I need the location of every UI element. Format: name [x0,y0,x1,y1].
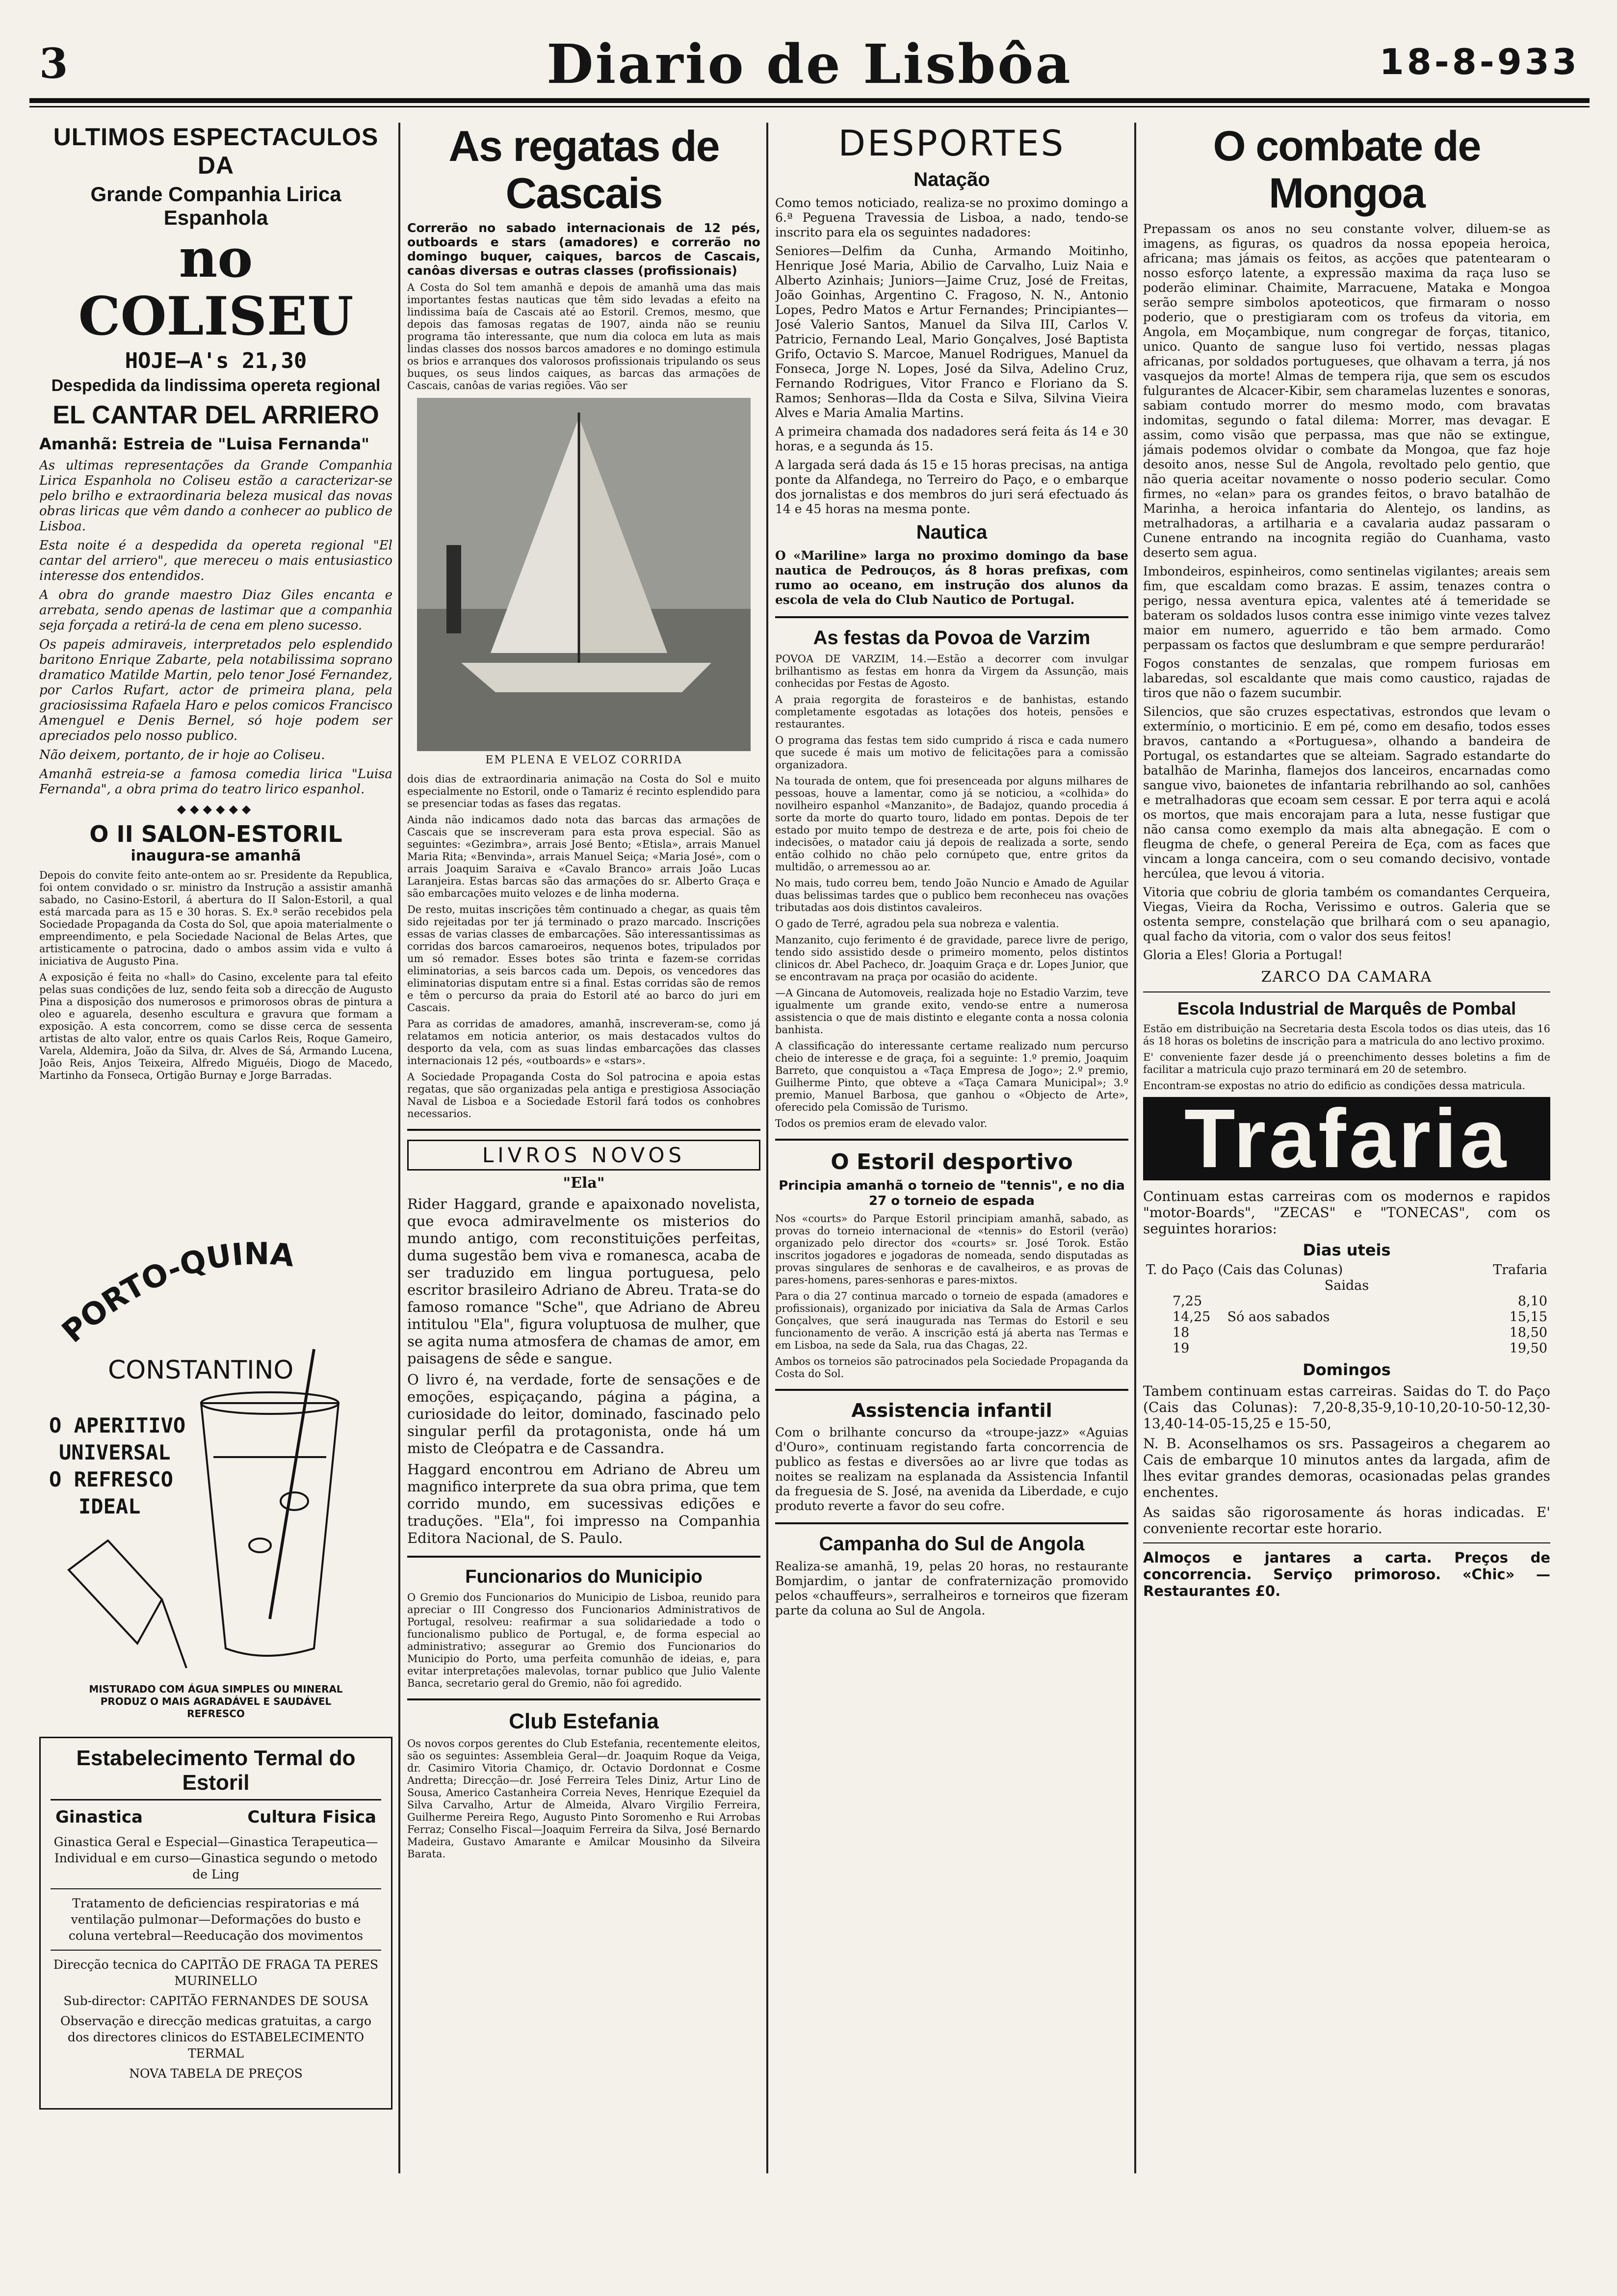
column-4 [1143,123,1550,2168]
paragraph: A exposição é feita no «hall» do Casino, excelente para tal efeito pelas suas condições de luz, sendo feita sob a direcção de Augusto Pina a disposição dos numerosos e primorosos obras de pintura a oleo e aguarela, desenho escultura e gravura que formam a exposição. A esta concorrem, como se disse cerca de sessenta artistas de alto valor, entre os quais Carlos Reis, Roque Gameiro, Varela, Aldemira, João da Silva, dr. Alves de Sá, Armando Lucena, João Reis, Anjos Teixeira, Alfredo Miguéis, Diogo de Macedo, Martinho da Fonseca, Ortigão Burnay e Jorge Barradas. [39,971,392,1081]
livros-book: "Ela" [563,1174,605,1192]
domingos-heading: Domingos [1303,1360,1391,1379]
regatas-title: As regatas de Cascais [448,123,719,217]
estoril-article [775,1213,1128,1380]
livros-title: LIVROS NOVOS [407,1140,760,1171]
table-cell: 15,15 [1509,1309,1547,1325]
desportes-title: DESPORTES [838,123,1066,164]
photo-caption: EM PLENA E VELOZ CORRIDA [485,754,682,766]
paragraph: A praia regorgita de forasteiros e de banhistas, estando completamente esgotadas as lotações dos hoteis, pensões e restaurantes. [775,694,1128,730]
paragraph: —A Gincana de Automoveis, realizada hoje no Estadio Varzim, teve igualmente um grande exito, vendo-se entre a numerosa assistencia o que de mais distinto e elegante conta a nossa colonia banhista. [775,987,1128,1036]
column-2 [407,123,760,2168]
paragraph: Amanhã estreia-se a famosa comedia lirica "Luisa Fernanda", a obra prima do teatro lirico espanhol. [39,767,392,797]
club-estefania-article [407,1738,760,1860]
paragraph: Depois do convite feito ante-ontem ao sr. Presidente da Republica, foi ontem convidado o sr. ministro da Instrução a assistir amanhã sabado, no Casino-Estoril, á abertura do II Salon-Estoril, a qual está marcada para as 15 e 30 horas. S. Ex.ª serão recebidos pela Sociedade Propaganda da Costa do Sol, que apoia materialmente o empreendimento, e pela Sociedade Nacional de Belas Artes, que artisticamente o patrocina, dado o ambos assim vida e vulto á iniciativa de Augusto Pina. [39,869,392,967]
paragraph: Os papeis admiraveis, interpretados pelo esplendido baritono Enrique Zabarte, pela notabilissima soprano dramatico Matilde Martin, pelo tenor José Fernandez, por Carlos Rufart, actor de primeira plana, pela graciosissima Rafaela Haro e pelos comicos Francisco Amenguel e Denis Bernel, só hoje podem ser apreciados pelo nosso publico. [39,637,392,743]
separator: ◆◆◆◆◆◆ [177,802,255,816]
paragraph: Rider Haggard, grande e apaixonado novelista, que evoca admiravelmente os misterios do mundo antigo, com reconstituições perfeitas, duma sugestão bem viva e romanesca, acaba de ser traduzido em lingua portuguesa, pelo escritor brasileiro Adriano de Abreu. Trata-se do famoso romance "Sche", que Adriano de Abreu intitulou "Ela", figura voluptuosa de mulher, que se agita numa atmosfera de chamas de amor, em paisagens de sêde e sangue. [407,1196,760,1367]
paragraph: Prepassam os anos no seu constante volver, diluem-se as imagens, as figuras, os quadros da nossa epopeia heroica, africana; mas jámais os feitos, as acções que patentearam o nosso esforço latente, a expressão maxima da raça luso se poderão eliminar. Chaimite, Marracuene, Mataka e Mongoa serão sempre simbolos apoteoticos, que firmaram o nosso poderio, que o prestigiaram com os trofeus da vitoria, em Angola, em Moçambique, num congregar de forças, titanico, unico. Quanto de sangue luso foi vertido, nessas plagas africanas, por soldados portugueses, que olhavam a terra, já nos vasquejos da morte! Almas de tempera rija, que sem os escudos fulgurantes de Alcacer-Kibir, sem charamelas luzentes e sonoras, sabiam contudo morrer do mesmo modo, com bravatas indomitas, segundo o fatal dilema: Morrer, mas devagar. E assim, como visão que perpassa, mas que não se extingue, jámais podemos olvidar o combate da Mongoa, que faz hoje desoito anos, nesse Sul de Angola, revoltado pelo gentio, que não queria aceitar novamente o nosso poderio secular. Como firmes, no «elan» para os grandes feitos, o bravo batalhão de Marinha, a heroica infantaria do Alentejo, os landins, as metralhadoras, a artilharia e a cavalaria audaz passaram o Cunene entrando na incognita região do Cuanhama, vasto deserto sem agua. [1143,222,1550,560]
assistencia-title: Assistencia infantil [851,1400,1052,1421]
porto-quina-illustration [39,1226,392,1722]
paragraph: O programa das festas tem sido cumprido á risca e cada numero que sucede é mais um motivo de felicitações para a comissão organizadora. [775,734,1128,771]
coliseu-tomorrow: Amanhã: Estreia de "Luisa Fernanda" [39,435,369,453]
paragraph: Todos os premios eram de elevado valor. [775,1118,988,1129]
paragraph: Gloria a Eles! Gloria a Portugal! [1143,948,1343,962]
paragraph: NOVA TABELA DE PREÇOS [129,2066,303,2081]
paragraph: Imbondeiros, espinheiros, como sentinelas vigilantes; areais sem fim, que escaldam como brazas. E assim, tenazes contra o perigo, nessa aventura epica, valentes até á temeridade se bateram os soldados lusos contra esse inimigo vinte vezes talvez maior em numero, aguerrido e tão bem armado. Como perpassam os factos que deslumbram e que sempre perdurarão! [1143,564,1550,652]
estoril-subtitle: Principia amanhã o torneio de "tennis", e no dia 27 o torneio de espada [779,1178,1125,1208]
paragraph: N. B. Aconselhamos os srs. Passageiros a chegarem ao Cais de embarque 10 minutos antes da largada, afim de lhes evitar grandes demoras, ocasionadas pelas grandes enchentes. [1143,1435,1550,1500]
paragraph: A obra do grande maestro Diaz Giles encanta e arrebata, sendo apenas de lastimar que a companhia seja forçada a retirá-la de cena em pleno sucesso. [39,588,392,633]
paragraph: Como temos noticiado, realiza-se no proximo domingo a 6.ª Peguena Travessia de Lisboa, a nado, tendo-se inscrito para ela os seguintes nadadores: [775,196,1128,239]
porto-quina-brand: PORTO-QUINA [54,1235,296,1350]
paragraph: Na tourada de ontem, que foi presenceada por alguns milhares de pessoas, houve a lamentar, como já se noticiou, a «colhida» do novilheiro espanhol «Manzanito», de Badajoz, quando procedia á sorte da morte do quarto touro, lidado em pontas. Depois de ter estado por muito tempo de destreza e de arte, pois foi cheio de indecisões, o matador caiu já depois de realizada a sorte, sendo então colhido no chão pelo cornúpeto que, entre gritos da multidão, o arremessou ao ar. [775,775,1128,873]
sabados-note: Só aos sabados [1227,1309,1330,1325]
paragraph: Nos «courts» do Parque Estoril principiam amanhã, sabado, as provas do torneio internacional de «tennis» do Estoril (verão) organizado pelo director dos «courts» sr. José Torok. Estão inscritos jogadores e jogadoras de nomeada, sendo disputadas as provas singulares de senhoras e de cavalheiros, e as provas de pares-homens, pares-senhoras e pares-mixtos. [775,1213,1128,1286]
paragraph: Para o dia 27 continua marcado o torneio de espada (amadores e profissionais), organizado por iniciativa da Sala de Armas Carlos Gonçalves, que será inaugurada nas Termas do Estoril e seu funcionamento de verão. A inscrição está já aberta nas Termas e em Lisboa, na sede da Sala, rua das Chagas, 22. [775,1290,1128,1351]
paragraph: A Sociedade Propaganda Costa do Sol patrocina e apoia estas regatas, que são organizadas pela antiga e prestigiosa Associação Naval de Lisboa e a Sociedade Estoril fará todos os conhobres necessarios. [407,1071,760,1120]
livros-article [407,1196,760,1547]
paragraph: A primeira chamada dos nadadores será feita ás 14 e 30 horas, e a segunda ás 15. [775,424,1128,453]
coliseu-article [39,458,392,797]
ad-footnote: REFRESCO [187,1708,245,1720]
paragraph: Não deixem, portanto, de ir hoje ao Coliseu. [39,748,325,762]
paragraph: De resto, muitas inscrições têm continuado a chegar, as quais têm sido rejeitadas por ter já terminado o prazo marcado. Inscrições essas de varias classes de embarcações. São interessantissimas as corridas dos barcos camaroeiros, nequenos botes, tripulados por um só remador. Esses botes são trinta e fazem-se corridas eliminatorias, a seis barcos cada um. Depois, os vencedores das eliminatorias disputam entre si a final. Estas corridas são de remos e têm o percurso da praia do Estoril até ao barco do juri em Cascais. [407,904,760,1014]
paragraph: Sub-director: CAPITÃO FERNANDES DE SOUSA [63,1994,368,2008]
paragraph: Vitoria que cobriu de gloria também os comandantes Cerqueira, Viegas, Vieira da Rocha, Verissimo e outros. Galeria que se ostenta sempre, constelação que brilhará com o seu apanagio, qual facho da vitoria, com o valor dos seus feitos! [1143,885,1550,943]
paragraph: Direcção tecnica do CAPITÃO DE FRAGA TA PERES MURINELLO [53,1957,379,1988]
masthead [29,29,1590,103]
table-cell: 18 [1173,1325,1190,1340]
chic-advert: Almoços e jantares a carta. Preços de concorrencia. Serviço primoroso. «Chic» — Restaurantes £0. [1143,1549,1550,1599]
masthead-rule [29,98,1590,103]
table-header: Trafaria [1493,1262,1547,1278]
paragraph: As ultimas representações da Grande Companhia Lirica Espanhola no Coliseu estão a caracterizar-se pelo brilho e extraordinaria beleza musical das novas obras liricas que vêm dando a conhecer ao publico de Lisboa. [39,458,392,534]
povoa-title: As festas da Povoa de Varzim [813,627,1091,649]
salon-title: O II SALON-ESTORIL [89,821,342,847]
paragraph: dois dias de extraordinaria animação na Costa do Sol e muito especialmente no Estoril, onde o Tamariz é recinto esplendido para se presenciar todas as fases das regatas. [407,773,760,809]
paragraph: Os novos corpos gerentes do Club Estefania, recentemente eleitos, são os seguintes: Assembleia Geral—dr. Joaquim Roque da Veiga, dr. Casimiro Vitoria Chamiço, dr. Octavio Dordonnat e Cosme Andretta; Direcção—dr. José Ferreira Teles Diniz, Artur Lino de Sousa, Americo Castanheira Correia Neves, Henrique Ezequiel da Silva Carvalho, Artur de Almeida, Alvaro Virgilio Ferreira, Guilherme Pereira Rego, Augusto Pinto Soromenho e Rui Arrobas Ferraz; Conselho Fiscal—Joaquim Ferreira da Silva, José Bernardo Madeira, Gustavo Amarante e Amilcar Mousinho da Silveira Barata. [407,1738,760,1860]
paragraph: Ainda não indicamos dado nota das barcas das armações de Cascais que se inscreveram para esta prova especial. São as seguintes: «Gezimbra», arrais José Bento; «Etisla», arrais Manuel Maria Rita; «Benvinda», arrais Manuel Seiça; «Maria José», com o arrais Joaquim Saraiva e «Cavalo Branco» arrais João Lucas Laranjeira. Estas barcas são das armações do sr. Alberto Graça e são embarcações muito velozes e de linha moderna. [407,814,760,899]
paragraph: O gado de Terré, agradou pela sua nobreza e valentia. [775,918,1059,930]
angola-title: Campanha do Sul de Angola [819,1533,1085,1555]
table-row [1143,1341,1550,1357]
termal-estoril-advert [39,1737,392,2110]
paragraph: Haggard encontrou em Adriano de Abreu um magnifico interprete da sua obra prima, que tem corrido mundo, em sucessivas edições e traduções. "Ela", foi impresso na Companhia Editora Nacional, de S. Paulo. [407,1461,760,1546]
coliseu-farewell: Despedida da lindissima opereta regional [51,376,381,395]
trafaria-title: Trafaria [1143,1097,1550,1180]
paragraph: Seniores—Delfim da Cunha, Armando Moitinho, Henrique José Maria, Abilio de Carvalho, Luiz Naia e Alberto Azinhais; Juniors—Jaime Cruz, José de Freitas, João Goinhas, Argentino C. Fragoso, N. N., Antonio Lopes, Pedro Matos e Artur Fernandes; Principiantes—José Valerio Santos, Manuel da Silva III, Carlos V. Patricio, Fernando Leal, Mario Gonçalves, José Baptista Grifo, Octavio S. Marcoe, Manuel Rodrigues, Manuel da Fonseca, Jorge N. Lopes, José da Silva, Adelino Cruz, Fernando Rodrigues, Vitor Franco e Floriano da S. Ramos; Senhoras—Ilda da Costa e Silva, Silvina Vieira Alves e Maria Amalia Martins. [775,244,1128,420]
termal-ginastica: Ginastica [55,1807,143,1827]
table-cell: 18,50 [1509,1325,1547,1340]
ad-footnote: PRODUZ O MAIS AGRADÁVEL E SAUDÁVEL [100,1696,332,1707]
paragraph: Encontram-se expostas no atrio do edificio as condições dessa matricula. [1143,1080,1526,1092]
table-cell: 7,25 [1173,1294,1202,1309]
table-cell: 14,25 Só aos sabados [1173,1309,1330,1325]
column-rule [766,123,768,2173]
ad-line: IDEAL [78,1494,141,1518]
coliseu-kicker: ULTIMOS ESPECTACULOS DA [53,123,379,179]
paragraph: Estão em distribuição na Secretaria desta Escola todos os dias uteis, das 16 ás 18 horas os boletins de inscrição para a matricula do ano lectivo proximo. [1143,1023,1550,1047]
assistencia-article [775,1425,1128,1513]
mongoa-title: O combate de Mongoa [1213,123,1481,217]
page-number: 3 [39,39,68,88]
regatas-deck: Correrão no sabado internacionais de 12 pés, outboards e stars (amadores) e correrão no domingo buquer, caiques, barcos de Cascais, canôas diversas e outras classes (profissionais) [407,221,760,278]
table-row [1143,1325,1550,1341]
paragraph: Para as corridas de amadores, amanhã, inscreveram-se, como já relatamos em noticia anterior, os mais destacados vultos do desporto da vela, com as suas lindas embarcações das classes internacionais 12 pés, «outboards» e «stars». [407,1018,760,1067]
sailboat-photo [417,398,751,751]
natacao-heading: Natação [913,169,990,190]
paragraph: Esta noite é a despedida da opereta regional "El cantar del arriero", que mereceu o mais entusiastico interesse dos entendidos. [39,538,392,583]
column-3 [775,123,1128,2168]
table-header: T. do Paço (Cais das Colunas) [1146,1262,1343,1278]
column-rule [1134,123,1136,2173]
nautica-heading: Nautica [916,522,988,543]
ad-footnote: MISTURADO COM ÁGUA SIMPLES OU MINERAL [89,1683,343,1695]
trafaria-table [1143,1262,1550,1357]
coliseu-company: Grande Companhia Lirica Espanhola [90,183,341,229]
salon-subtitle: inaugura-se amanhã [130,847,301,864]
column-rule [398,123,400,2173]
salon-article [39,869,392,1082]
regatas-article-b [407,773,760,1120]
coliseu-today: HOJE—A's 21,30 [125,348,307,373]
ad-line: UNIVERSAL [59,1440,171,1464]
table-cell: 8,10 [1517,1294,1547,1309]
table-cell: 19,50 [1509,1341,1547,1356]
estoril-title: O Estoril desportivo [831,1149,1073,1174]
paragraph: A Costa do Sol tem amanhã e depois de amanhã uma das mais importantes festas nauticas que têm sido levadas a efeito na lindissima baía de Cascais até ao Estoril. Cremos, mesmo, que depois das famosas regatas de 1907, ainda não se reuniu programa tão interessante, que num dia coloca em luta as mais lindas classes dos nossos barcos amadores e no domingo estimula os brios e arranques dos valorosos profissionais tripulando os seus buques, os seus lindos caiques, as barcas das armações de Cascais, canôas de varias regiões. Vão ser [407,282,760,391]
paragraph: O «Mariline» larga no proximo domingo da base nautica de Pedrouços, ás 8 horas prefixas, com rumo ao oceano, em instrução dos alunos da escola de vela do Club Nautico de Portugal. [775,548,1128,607]
paragraph: As saidas são rigorosamente ás horas indicadas. E' conveniente recortar este horario. [1143,1504,1550,1537]
paragraph: Com o brilhante concurso da «troupe-jazz» «Aguias d'Ouro», continuam registando farta concorrencia de publico as festas e diversões ao ar livre que todas as noites se realizam na esplanada da Assistencia Infantil da freguesia de S. José, na avenida da Liberdade, e cujo produto reverte a favor do seu cofre. [775,1425,1128,1513]
paragraph: Continuam estas carreiras com os modernos e rapidos "motor-Boards", "ZECAS" e "TONECAS", com os seguintes horarios: [1143,1188,1550,1237]
paragraph: E' conveniente fazer desde já o preenchimento desses boletins a fim de facilitar a matricula cujo prazo terminará em 20 de setembro. [1143,1051,1550,1075]
paragraph: Fogos constantes de senzalas, que rompem furiosas em labaredas, sol escaldante que mais como caustico, rajadas de tiros que não o fazem sucumbir. [1143,656,1550,700]
nautica-article [775,548,1128,607]
club-estefania-title: Club Estefania [509,1709,659,1733]
sailboat-image [417,398,751,751]
table-row [1143,1309,1550,1325]
paragraph: Silencios, que são cruzes espectativas, estrondos que levam o extermínio, o morticinio. E em pé, como em desafio, todos esses bravos, cantando a «Portuguesa», olhando a bandeira de Portugal, os estandartes que se alteiam. Sagrado estandarte do batalhão de Marinha, flamejos dos lanceiros, encarnadas como sangue vivo, baionetes de infantaria rebrilhando ao sol, canhões e metralhadoras que ecoam sem cessar. E por terra aqui e acolá os mortos, que mais encorajam para a luta, nesse fustigar que não cansa como exemplo da mais alta abnegação. E com o fleugma de chefe, o general Pereira de Eça, com as faces que vincam a longa canceira, com o seu comando decisivo, vontade hercúlea, que levou á vitoria. [1143,704,1550,881]
angola-article [775,1559,1128,1618]
regatas-article-a [407,282,760,392]
termal-cultura: Cultura Fisica [247,1807,376,1827]
mongoa-article [1143,222,1550,963]
escola-notice [1143,1023,1550,1092]
escola-title: Escola Industrial de Marquês de Pombal [1177,998,1516,1018]
paragraph: Observação e direcção medicas gratuitas, a cargo dos directores clinicos do ESTABELECIMENTO TERMAL [60,2014,372,2061]
constantino-wordmark: CONSTANTINO [108,1356,294,1385]
paragraph: Ambos os torneios são patrocinados pela Sociedade Propaganda da Costa do Sol. [775,1356,1128,1380]
paragraph: Realiza-se amanhã, 19, pelas 20 horas, no restaurante Bomjardim, o jantar de confraternização promovido pelos «chauffeurs», serralheiros e torneiros que fizeram parte da coluna ao Sul de Angola. [775,1559,1128,1618]
masthead-rule-thin [29,106,1590,107]
povoa-article [775,653,1128,1130]
termal-title: Estabelecimento Termal do Estoril [51,1746,381,1800]
funcionarios-article [407,1592,760,1690]
paragraph: Tambem continuam estas carreiras. Saidas do T. do Paço (Cais das Colunas): 7,20-8,35-9,10-10,20-10-50-12,30-13,40-14-05-15,25 e 15-50, [1143,1383,1550,1432]
paragraph: POVOA DE VARZIM, 14.—Estão a decorrer com invulgar brilhantismo as festas em honra da Virgem da Assunção, mais conhecidas por Festas de Agosto. [775,653,1128,689]
paragraph: A largada será dada ás 15 e 15 horas precisas, na antiga ponte da Alfandega, no Terreiro do Paço, e o embarque dos jornalistas e dos membros do juri será efectuado ás 14 e 45 horas na mesma ponte. [775,458,1128,516]
dias-uteis-heading: Dias uteis [1303,1241,1391,1259]
paragraph: O Gremio dos Funcionarios do Municipio de Lisboa, reunido para apreciar o III Congresso dos Funcionarios Administrativos de Portugal, resolveu: reafirmar a sua solidariedade a todo o funcionalismo publico de Portugal, e, de forma especial ao administrativo; assegurar ao Gremio dos Funcionarios do Municipio do Porto, uma perfeita comunhão de ideias, e, para evitar interpretações malevolas, tornar publico que Julio Valente Banca, secretario geral do Gremio, não foi agredido. [407,1592,760,1689]
table-row [1143,1294,1550,1309]
paragraph: Ginastica Geral e Especial—Ginastica Terapeutica—Individual e em curso—Ginastica segundo o metodo de Ling [53,1835,378,1881]
coliseu-venue: no COLISEU [78,228,354,347]
paragraph: Manzanito, cujo ferimento é de gravidade, parece livre de perigo, tendo sido assistido desde o primeiro momento, pelos distintos clinicos dr. Abel Pacheco, dr. Joaquim Graça e dr. Lopes Junior, que se encontravam na praça por ocasião do acidente. [775,934,1128,983]
article-signature: ZARCO DA CAMARA [1261,968,1433,986]
ad-line: O REFRESCO [49,1467,173,1491]
natacao-article [775,196,1128,517]
table-cell: 19 [1173,1341,1190,1356]
issue-date: 18-8-933 [1379,41,1580,82]
bottle-icon [69,1540,186,1668]
coliseu-opera: EL CANTAR DEL ARRIERO [52,401,379,429]
funcionarios-title: Funcionarios do Municipio [465,1566,703,1587]
paragraph: No mais, tudo correu bem, tendo João Nuncio e Amado de Aguilar duas belissimas tardes que o publico bem reconheceu nas ovações tributadas aos dois distintos cavaleiros. [775,877,1128,913]
paragraph: O livro é, na verdade, forte de sensações e de emoções, espiçaçando, página a página, a curiosidade do leitor, dominado, fascinado pelo singular perfil da protagonista, onde há um misto de Cleópatra e de Cassandra. [407,1371,760,1457]
ad-line: O APERITIVO [49,1413,186,1437]
table-header: Saidas [1324,1278,1369,1293]
paragraph: Tratamento de deficiencias respiratorias e má ventilação pulmonar—Deformações do busto e coluna vertebral—Reeducação dos movimentos [68,1896,364,1943]
paragraph: A classificação do interessante certame realizado num percurso cheio de interesse e de graça, foi a seguinte: 1.º premio, Joaquim Barreto, que conquistou a «Taça Empresa de Jogo»; 2.º premio, Guilherme Pinto, que obteve a «Taça Camara Municipal»; 3.º premio, Manuel Barbosa, que ganhou o «Objecto de Arte», oferecido pela Comissão de Turismo. [775,1040,1128,1113]
porto-quina-advert [39,1226,392,1722]
trafaria-timetable [1143,1188,1550,1537]
newspaper-title: Diario de Lisbôa [547,32,1072,96]
glass-icon [201,1349,339,1656]
